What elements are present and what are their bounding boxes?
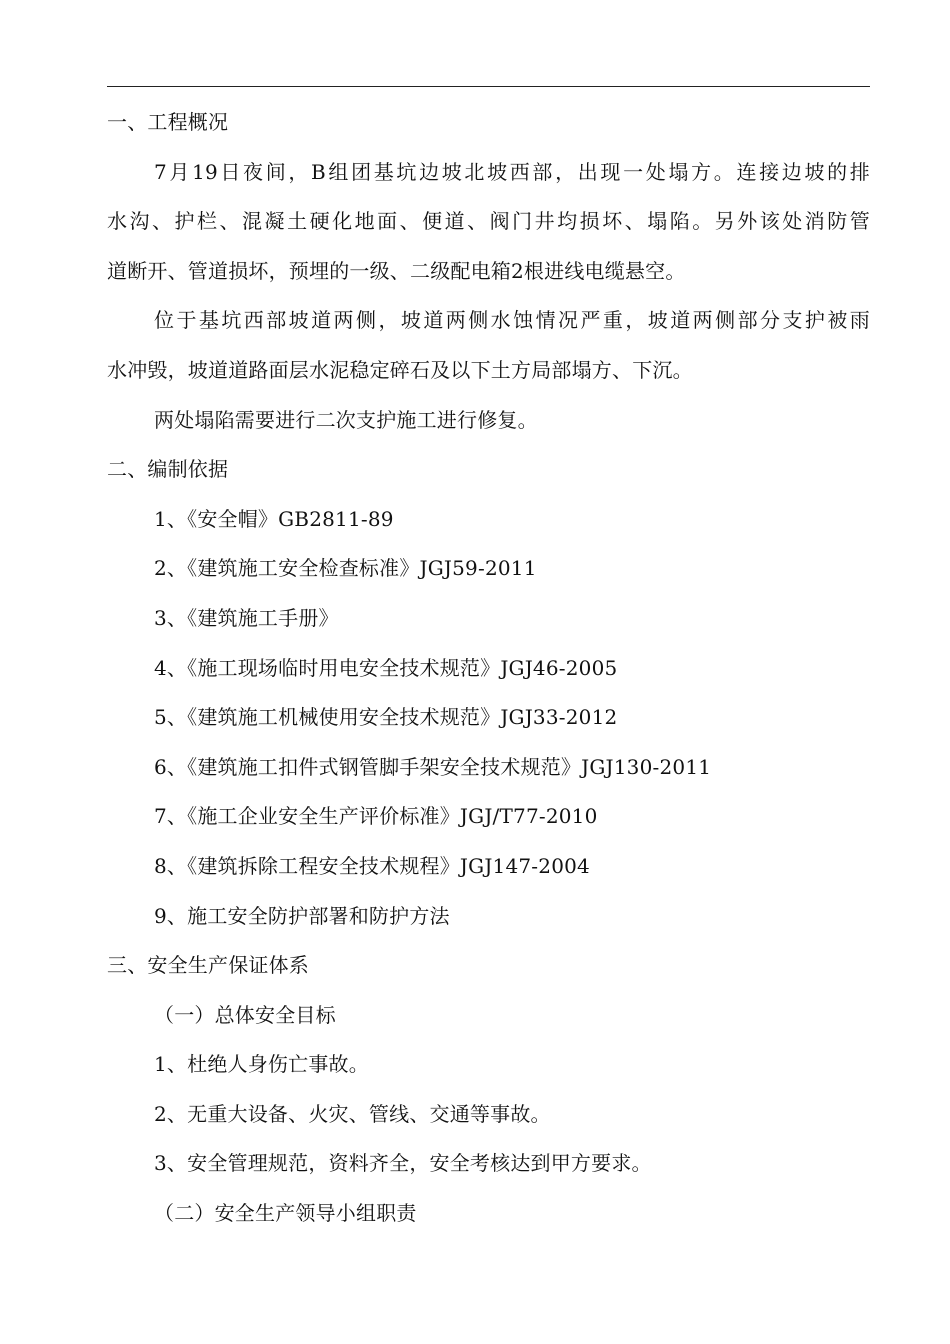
header-rule bbox=[107, 86, 870, 87]
list-item: 8、《建筑拆除工程安全技术规程》JGJ147-2004 bbox=[154, 853, 590, 878]
list-item: 9、施工安全防护部署和防护方法 bbox=[154, 903, 450, 928]
subsection-heading: （一）总体安全目标 bbox=[154, 1002, 336, 1027]
section-heading-project-overview: 一、工程概况 bbox=[107, 110, 229, 134]
list-item: 6、《建筑施工扣件式钢管脚手架安全技术规范》JGJ130-2011 bbox=[154, 754, 712, 779]
list-item: 7、《施工企业安全生产评价标准》JGJ/T77-2010 bbox=[154, 804, 598, 829]
document-body bbox=[107, 98, 870, 1239]
list-item: 5、《建筑施工机械使用安全技术规范》JGJ33-2012 bbox=[154, 705, 618, 730]
paragraph-line: 7月19日夜间，B组团基坑边坡北坡西部，出现一处塌方。连接边坡的排 bbox=[154, 159, 870, 184]
list-item: 3、安全管理规范，资料齐全，安全考核达到甲方要求。 bbox=[154, 1151, 652, 1176]
list-item: 1、《安全帽》GB2811-89 bbox=[154, 506, 394, 531]
paragraph-line: 两处塌陷需要进行二次支护施工进行修复。 bbox=[154, 407, 538, 432]
paragraph-line: 水沟、护栏、混凝土硬化地面、便道、阀门井均损坏、塌陷。另外该处消防管 bbox=[107, 209, 870, 234]
section-heading-basis: 二、编制依据 bbox=[107, 457, 229, 482]
paragraph-line: 道断开、管道损坏，预埋的一级、二级配电箱2根进线电缆悬空。 bbox=[107, 258, 686, 283]
list-item: 2、《建筑施工安全检查标准》JGJ59-2011 bbox=[154, 556, 537, 581]
list-item: 1、杜绝人身伤亡事故。 bbox=[154, 1052, 369, 1077]
list-item: 4、《施工现场临时用电安全技术规范》JGJ46-2005 bbox=[154, 655, 618, 680]
paragraph-line: 位于基坑西部坡道两侧，坡道两侧水蚀情况严重，坡道两侧部分支护被雨 bbox=[154, 308, 870, 333]
list-item: 2、无重大设备、火灾、管线、交通等事故。 bbox=[154, 1101, 551, 1126]
section-heading-safety-system: 三、安全生产保证体系 bbox=[107, 953, 309, 978]
paragraph-line: 水冲毁，坡道道路面层水泥稳定碎石及以下土方局部塌方、下沉。 bbox=[107, 357, 693, 382]
subsection-heading: （二）安全生产领导小组职责 bbox=[154, 1201, 417, 1226]
list-item: 3、《建筑施工手册》 bbox=[154, 605, 339, 630]
